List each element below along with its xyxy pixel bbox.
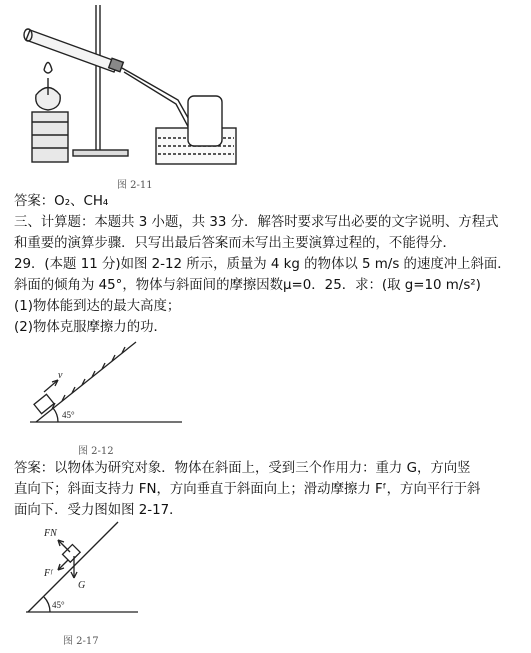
apparatus-figure — [18, 0, 248, 172]
angle-label: 45° — [62, 410, 75, 420]
section-heading-line: 三、计算题：本题共 3 小题，共 33 分．解答时要求写出必要的文字说明、方程式 — [14, 215, 499, 230]
question-29-part-2: (2)物体克服摩擦力的功． — [14, 320, 167, 335]
answer-line: 答案：O₂、CH₄ — [14, 194, 109, 209]
normal-force-label: FN — [44, 528, 57, 539]
answer-2-line-2: 直向下；斜面支持力 FN，方向垂直于斜面向上；滑动摩擦力 Fᶠ，方向平行于斜 — [14, 482, 481, 497]
figure-2-11-caption: 图 2-11 — [117, 180, 153, 191]
force-diagram-figure-2-17 — [20, 520, 170, 620]
gravity-label: G — [78, 580, 86, 591]
velocity-label: v — [58, 370, 63, 381]
question-29-line-2: 斜面的倾角为 45°，物体与斜面间的摩擦因数μ=0．25．求：(取 g=10 m/s²) — [14, 278, 481, 293]
answer-2-line-1: 答案：以物体为研究对象．物体在斜面上，受到三个作用力：重力 G，方向竖 — [14, 461, 471, 476]
angle-label-2-17: 45° — [52, 600, 65, 610]
figure-2-12-caption: 图 2-12 — [78, 446, 114, 457]
question-29-line-1: 29．(本题 11 分)如图 2-12 所示，质量为 4 kg 的物体以 5 m/s 的速度冲上斜面． — [14, 257, 511, 272]
friction-force-label: Fᶠ — [44, 568, 52, 579]
incline-figure-2-12 — [22, 338, 192, 430]
section-instruction-line: 和重要的演算步骤．只写出最后答案而未写出主要演算过程的，不能得分． — [14, 236, 456, 251]
question-29-part-1: (1)物体能到达的最大高度； — [14, 299, 181, 314]
figure-2-17-caption: 图 2-17 — [63, 636, 99, 647]
answer-2-line-3: 面向下．受力图如图 2-17． — [14, 503, 183, 518]
